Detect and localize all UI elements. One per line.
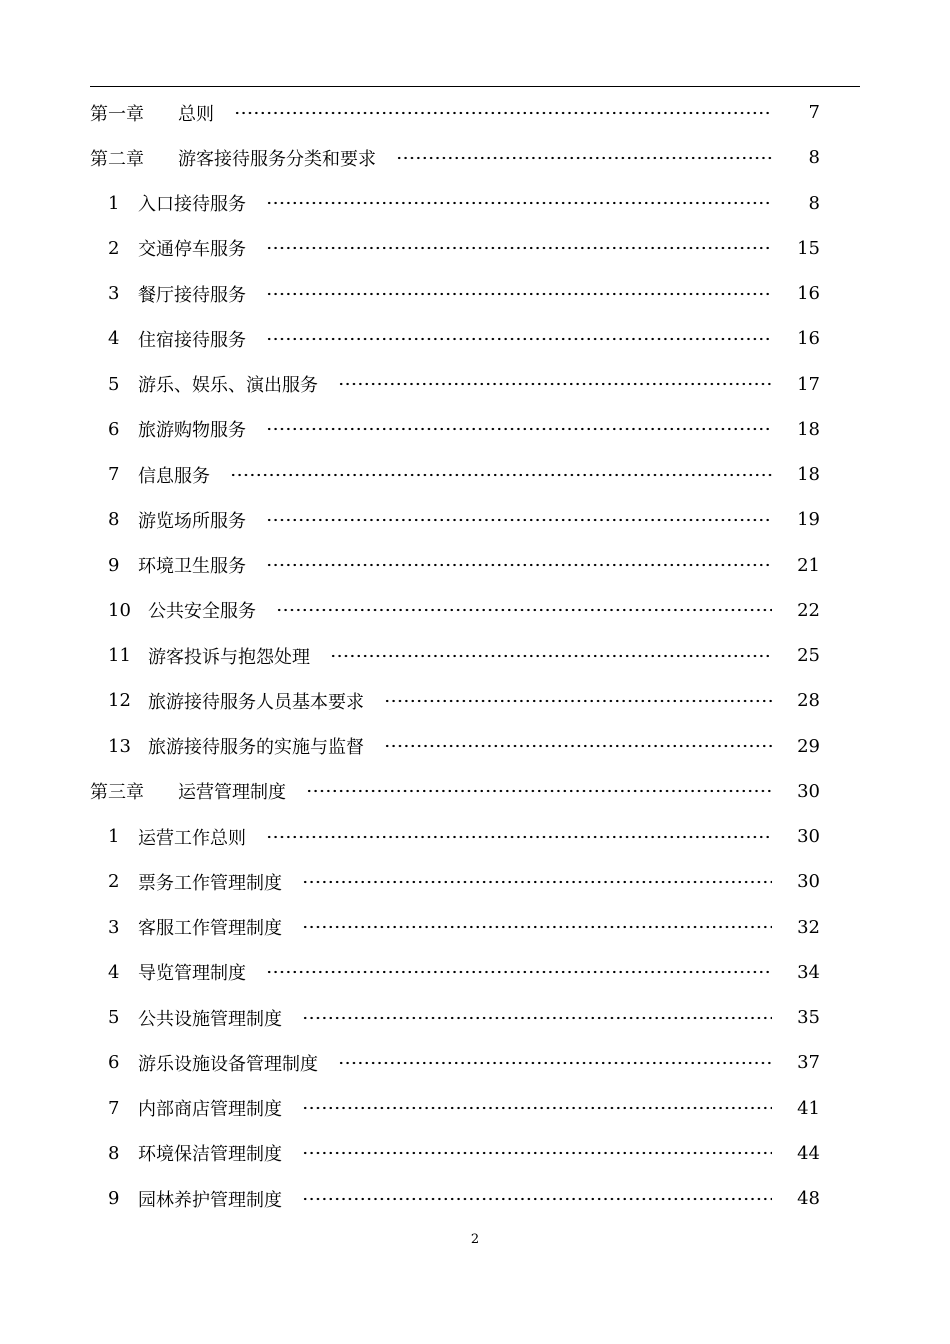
toc-entry-title: 园林养护管理制度 bbox=[138, 1189, 282, 1211]
toc-entry-title: 公共设施管理制度 bbox=[138, 1008, 282, 1030]
toc-entry-page: 37 bbox=[797, 1052, 820, 1074]
toc-dot-leader bbox=[276, 608, 772, 612]
toc-dot-leader bbox=[266, 337, 772, 341]
toc-section-entry[interactable] bbox=[90, 452, 820, 497]
toc-entry-title: 客服工作管理制度 bbox=[138, 918, 282, 940]
toc-entry-page: 34 bbox=[797, 961, 820, 983]
toc-entry-number: 1 bbox=[108, 192, 120, 214]
toc-entry-number: 3 bbox=[108, 283, 120, 305]
toc-dot-leader bbox=[266, 835, 772, 839]
toc-entry-title: 交通停车服务 bbox=[138, 239, 246, 261]
toc-dot-leader bbox=[384, 699, 772, 703]
toc-entry-number: 11 bbox=[108, 645, 131, 667]
toc-dot-leader bbox=[266, 563, 772, 567]
toc-section-entry[interactable] bbox=[90, 316, 820, 361]
toc-section-entry[interactable] bbox=[90, 995, 820, 1040]
toc-entry-title: 旅游接待服务的实施与监督 bbox=[148, 737, 364, 759]
toc-chapter-entry[interactable] bbox=[90, 135, 820, 180]
toc-entry-title: 公共安全服务 bbox=[148, 601, 256, 623]
toc-entry-page: 16 bbox=[797, 283, 820, 305]
toc-section-entry[interactable] bbox=[90, 497, 820, 542]
toc-dot-leader bbox=[330, 654, 772, 658]
toc-entry-title: 环境保洁管理制度 bbox=[138, 1144, 282, 1166]
toc-dot-leader bbox=[266, 427, 772, 431]
toc-entry-number: 2 bbox=[108, 237, 120, 259]
toc-dot-leader bbox=[302, 1151, 772, 1155]
toc-entry-page: 18 bbox=[797, 464, 820, 486]
toc-entry-page: 17 bbox=[797, 373, 820, 395]
toc-entry-page: 7 bbox=[808, 102, 820, 124]
toc-dot-leader bbox=[306, 789, 772, 793]
toc-section-entry[interactable] bbox=[90, 1086, 820, 1131]
toc-entry-title: 导览管理制度 bbox=[138, 963, 246, 985]
toc-section-entry[interactable] bbox=[90, 226, 820, 271]
toc-entry-title: 内部商店管理制度 bbox=[138, 1099, 282, 1121]
toc-entry-page: 25 bbox=[797, 645, 820, 667]
toc-dot-leader bbox=[230, 473, 772, 477]
toc-dot-leader bbox=[302, 1016, 772, 1020]
toc-entry-page: 19 bbox=[797, 509, 820, 531]
toc-chapter-entry[interactable] bbox=[90, 90, 820, 135]
toc-section-entry[interactable] bbox=[90, 950, 820, 995]
toc-dot-leader bbox=[266, 201, 772, 205]
toc-dot-leader bbox=[396, 156, 772, 160]
toc-entry-number: 第二章 bbox=[90, 148, 144, 170]
toc-entry-number: 4 bbox=[108, 328, 120, 350]
toc-entry-title: 旅游购物服务 bbox=[138, 420, 246, 442]
toc-entry-page: 8 bbox=[808, 192, 820, 214]
toc-entry-title: 餐厅接待服务 bbox=[138, 284, 246, 306]
toc-section-entry[interactable] bbox=[90, 724, 820, 769]
toc-entry-number: 9 bbox=[108, 554, 120, 576]
toc-entry-number: 6 bbox=[108, 418, 120, 440]
toc-section-entry[interactable] bbox=[90, 543, 820, 588]
toc-dot-leader bbox=[338, 382, 772, 386]
header-rule bbox=[90, 86, 860, 87]
toc-entry-page: 28 bbox=[797, 690, 820, 712]
toc-section-entry[interactable] bbox=[90, 678, 820, 723]
toc-entry-title: 信息服务 bbox=[138, 465, 210, 487]
toc-section-entry[interactable] bbox=[90, 1040, 820, 1085]
toc-chapter-entry[interactable] bbox=[90, 769, 820, 814]
toc-dot-leader bbox=[302, 925, 772, 929]
toc-entry-number: 3 bbox=[108, 916, 120, 938]
table-of-contents bbox=[90, 90, 820, 1221]
toc-entry-number: 8 bbox=[108, 509, 120, 531]
toc-dot-leader bbox=[234, 111, 772, 115]
toc-entry-title: 游乐、娱乐、演出服务 bbox=[138, 375, 318, 397]
toc-entry-page: 44 bbox=[797, 1142, 820, 1164]
toc-entry-number: 1 bbox=[108, 826, 120, 848]
toc-entry-page: 16 bbox=[797, 328, 820, 350]
toc-entry-title: 票务工作管理制度 bbox=[138, 872, 282, 894]
toc-section-entry[interactable] bbox=[90, 859, 820, 904]
toc-entry-number: 7 bbox=[108, 464, 120, 486]
toc-entry-number: 4 bbox=[108, 961, 120, 983]
toc-section-entry[interactable] bbox=[90, 271, 820, 316]
toc-entry-page: 18 bbox=[797, 418, 820, 440]
toc-entry-number: 12 bbox=[108, 690, 131, 712]
toc-entry-title: 游客投诉与抱怨处理 bbox=[148, 646, 310, 668]
toc-dot-leader bbox=[302, 1106, 772, 1110]
toc-entry-title: 运营工作总则 bbox=[138, 827, 246, 849]
toc-entry-page: 41 bbox=[797, 1097, 820, 1119]
toc-entry-number: 10 bbox=[108, 599, 131, 621]
toc-entry-page: 48 bbox=[797, 1188, 820, 1210]
toc-dot-leader bbox=[266, 246, 772, 250]
toc-entry-number: 第一章 bbox=[90, 103, 144, 125]
toc-entry-page: 21 bbox=[797, 554, 820, 576]
toc-entry-title: 总则 bbox=[178, 103, 214, 125]
toc-entry-title: 运营管理制度 bbox=[178, 782, 286, 804]
toc-section-entry[interactable] bbox=[90, 1176, 820, 1221]
toc-entry-number: 8 bbox=[108, 1142, 120, 1164]
toc-dot-leader bbox=[266, 970, 772, 974]
toc-entry-number: 7 bbox=[108, 1097, 120, 1119]
toc-entry-number: 5 bbox=[108, 1007, 120, 1029]
toc-section-entry[interactable] bbox=[90, 407, 820, 452]
toc-entry-number: 5 bbox=[108, 373, 120, 395]
toc-entry-number: 13 bbox=[108, 735, 131, 757]
toc-entry-title: 游乐设施设备管理制度 bbox=[138, 1053, 318, 1075]
toc-entry-page: 22 bbox=[797, 599, 820, 621]
toc-entry-page: 30 bbox=[797, 780, 820, 802]
toc-entry-title: 入口接待服务 bbox=[138, 194, 246, 216]
toc-section-entry[interactable] bbox=[90, 814, 820, 859]
toc-section-entry[interactable] bbox=[90, 181, 820, 226]
toc-entry-page: 30 bbox=[797, 871, 820, 893]
toc-dot-leader bbox=[302, 1197, 772, 1201]
toc-section-entry[interactable] bbox=[90, 362, 820, 407]
toc-section-entry[interactable] bbox=[90, 905, 820, 950]
toc-entry-title: 住宿接待服务 bbox=[138, 329, 246, 351]
toc-entry-page: 8 bbox=[808, 147, 820, 169]
toc-entry-title: 旅游接待服务人员基本要求 bbox=[148, 691, 364, 713]
toc-section-entry[interactable] bbox=[90, 633, 820, 678]
toc-dot-leader bbox=[302, 880, 772, 884]
toc-entry-number: 第三章 bbox=[90, 782, 144, 804]
toc-entry-title: 游客接待服务分类和要求 bbox=[178, 148, 376, 170]
toc-dot-leader bbox=[266, 292, 772, 296]
toc-entry-title: 环境卫生服务 bbox=[138, 556, 246, 578]
footer-page-number: 2 bbox=[470, 1232, 480, 1247]
toc-section-entry[interactable] bbox=[90, 588, 820, 633]
toc-entry-number: 9 bbox=[108, 1188, 120, 1210]
toc-section-entry[interactable] bbox=[90, 1131, 820, 1176]
toc-entry-title: 游览场所服务 bbox=[138, 510, 246, 532]
toc-dot-leader bbox=[266, 518, 772, 522]
toc-dot-leader bbox=[384, 744, 772, 748]
toc-entry-number: 6 bbox=[108, 1052, 120, 1074]
toc-dot-leader bbox=[338, 1061, 772, 1065]
toc-entry-page: 29 bbox=[797, 735, 820, 757]
toc-entry-page: 35 bbox=[797, 1007, 820, 1029]
toc-entry-number: 2 bbox=[108, 871, 120, 893]
toc-entry-page: 32 bbox=[797, 916, 820, 938]
toc-entry-page: 15 bbox=[797, 237, 820, 259]
toc-entry-page: 30 bbox=[797, 826, 820, 848]
